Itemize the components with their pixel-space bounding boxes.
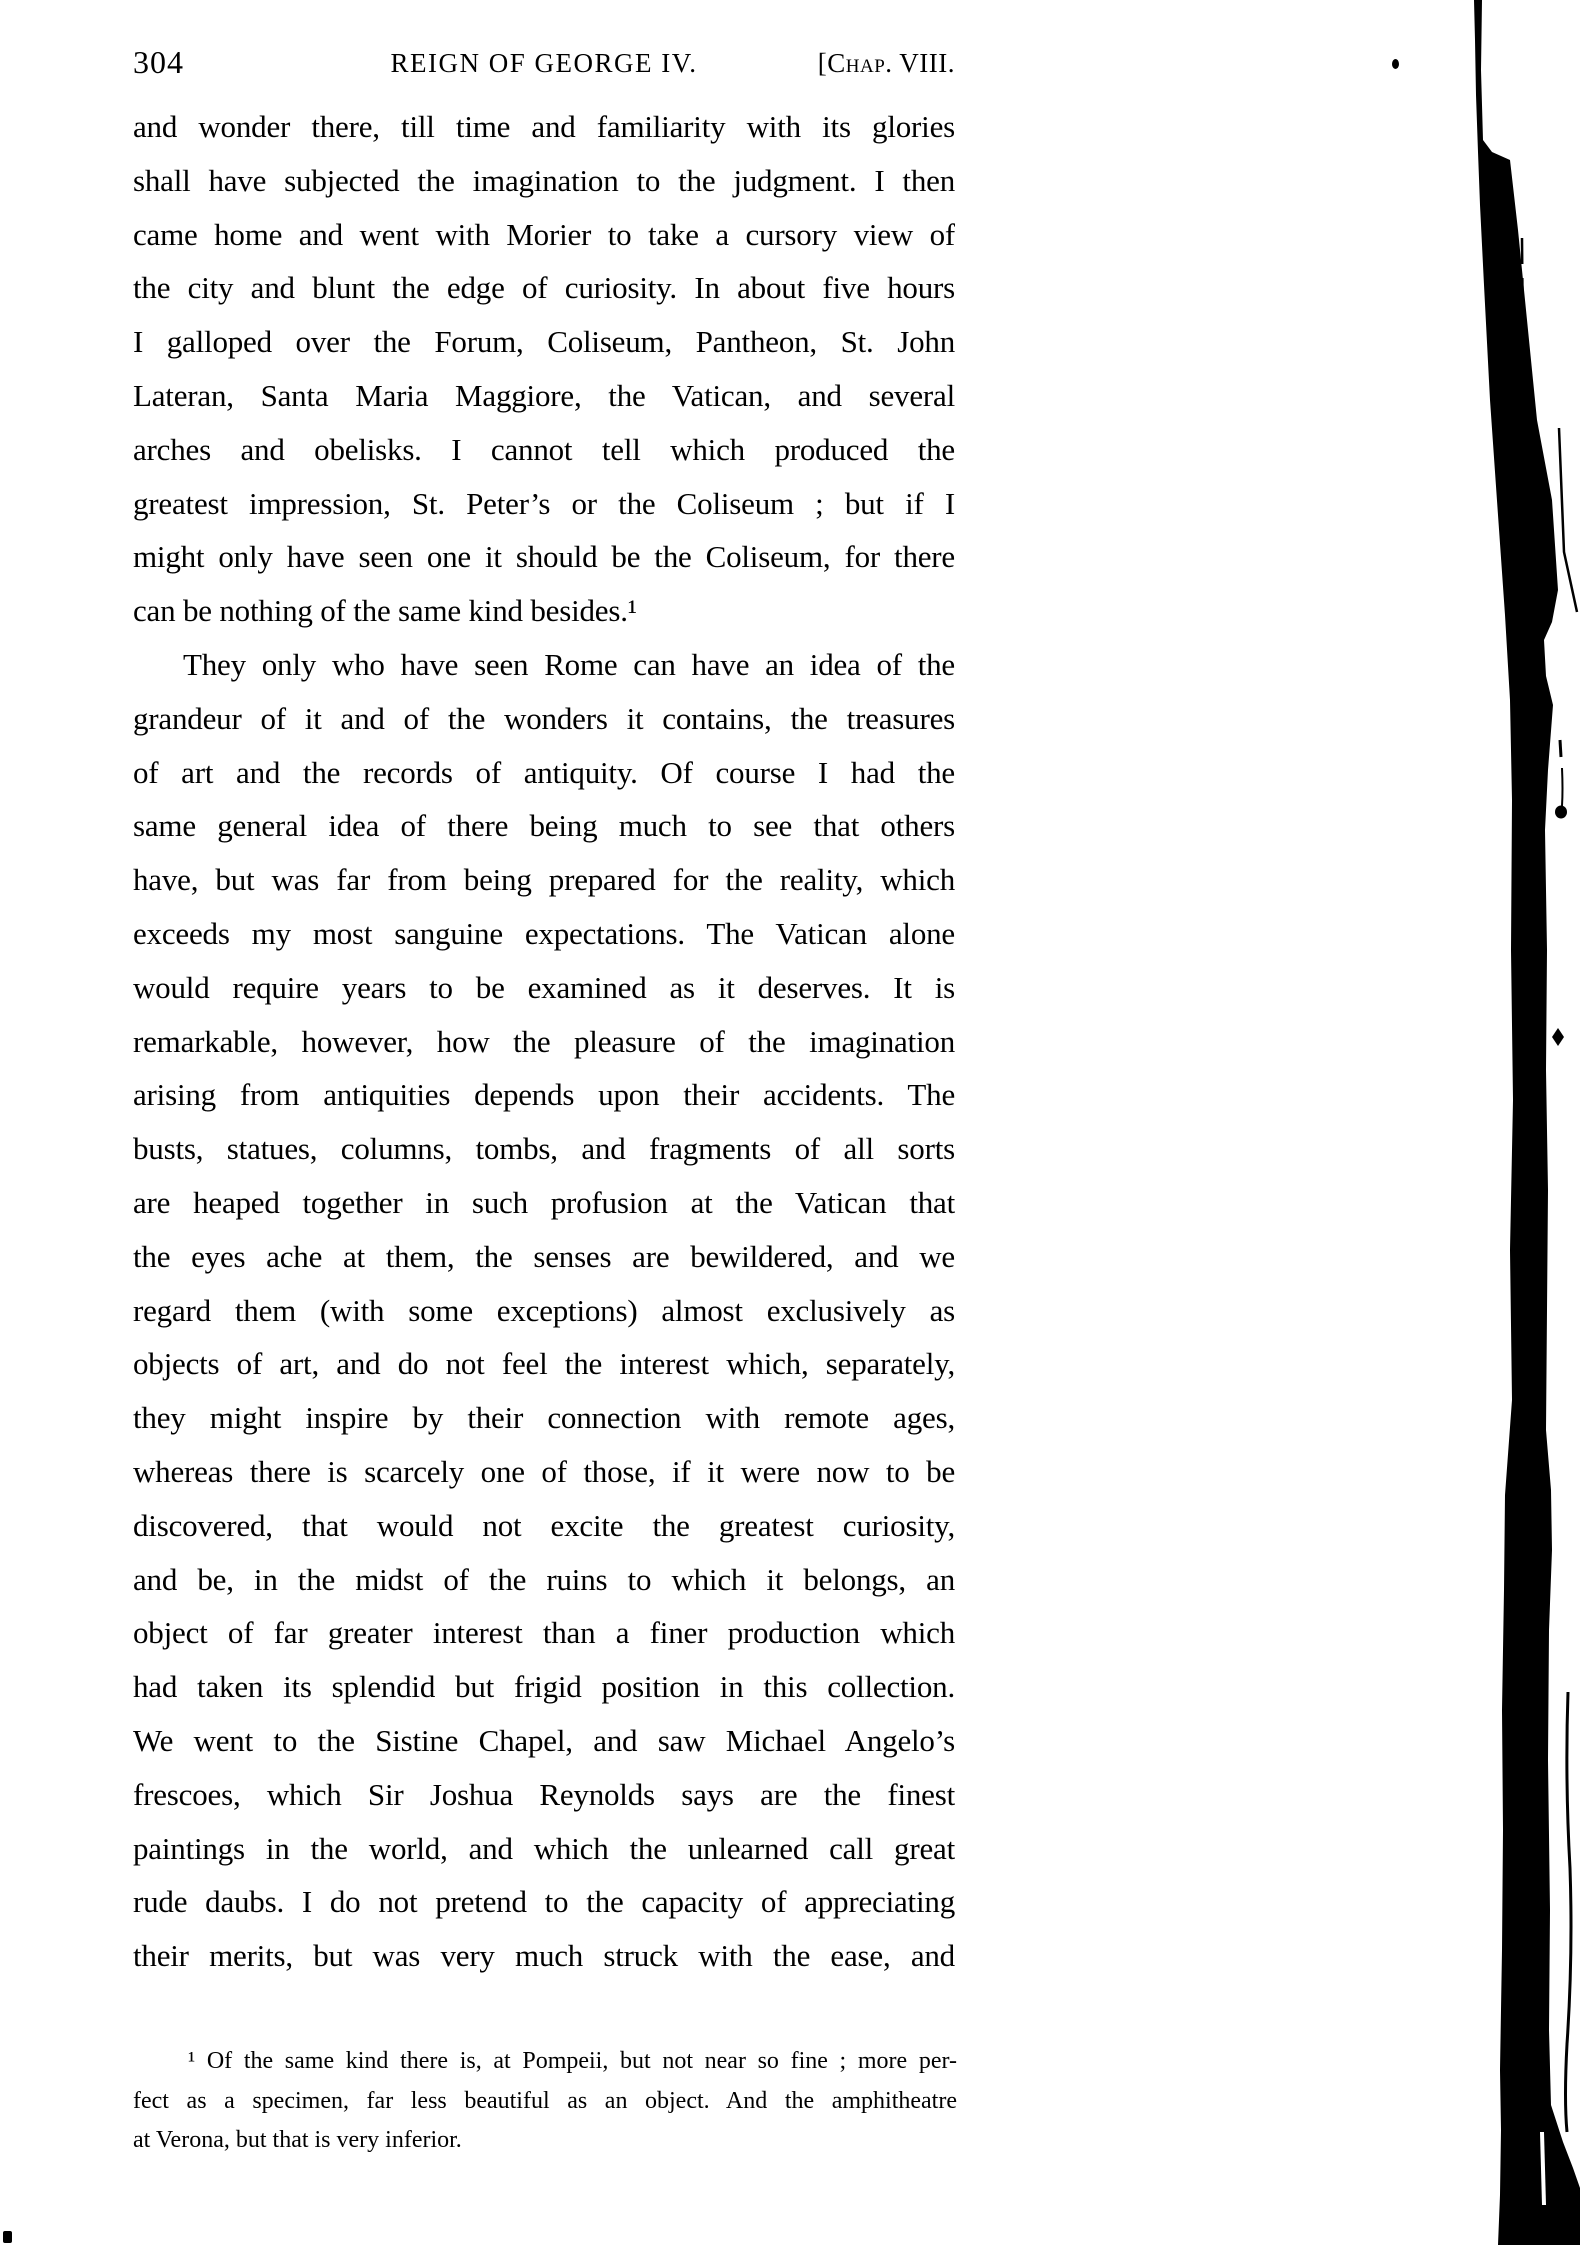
chapter-label: [Chap. VIII. — [817, 48, 955, 78]
body-text-line: might only have seen one it should be the Coliseum, for there — [133, 539, 955, 575]
body-text-line: the eyes ache at them, the senses are bewildered, and we — [133, 1238, 955, 1274]
body-text-line: arches and obelisks. I cannot tell which produced the — [133, 431, 955, 467]
body-text-line: the city and blunt the edge of curiosity. In about five hours — [133, 270, 955, 306]
body-text-line: busts, statues, columns, tombs, and fragments of all sorts — [133, 1131, 955, 1167]
body-text-line: their merits, but was very much struck with the ease, and — [133, 1938, 955, 1974]
body-text-line: greatest impression, St. Peter’s or the Coliseum ; but if I — [133, 485, 955, 521]
binding-shadow — [1440, 0, 1580, 2245]
body-text-line: Lateran, Santa Maria Maggiore, the Vatican, and several — [133, 377, 955, 413]
footnote-text-line: at Verona, but that is very inferior. — [133, 2127, 462, 2153]
body-text — [133, 100, 955, 1983]
body-text-line: discovered, that would not excite the greatest curiosity, — [133, 1507, 955, 1543]
body-text-line: We went to the Sistine Chapel, and saw Michael Angelo’s — [133, 1722, 955, 1758]
body-text-line: had taken its splendid but frigid position in this collection. — [133, 1669, 955, 1705]
scan-white-gap — [1542, 2132, 1544, 2205]
scan-blot — [1555, 806, 1567, 819]
body-text-line: remarkable, however, how the pleasure of the imagination — [133, 1023, 955, 1059]
running-title: REIGN OF GEORGE IV. — [390, 48, 698, 78]
body-text-line: exceeds my most sanguine expectations. The Vatican alone — [133, 915, 955, 951]
body-text-line: regard them (with some exceptions) almost exclusively as — [133, 1292, 955, 1328]
binding-band — [1474, 0, 1580, 2245]
body-text-line: arising from antiquities depends upon their accidents. The — [133, 1077, 955, 1113]
scan-scratch-curve — [1559, 428, 1577, 612]
body-text-line: objects of art, and do not feel the interest which, separately, — [133, 1346, 955, 1382]
body-text-line: same general idea of there being much to see that others — [133, 808, 955, 844]
body-text-line: and be, in the midst of the ruins to which it belongs, an — [133, 1561, 955, 1597]
body-text-line: object of far greater interest than a finer production which — [133, 1615, 955, 1651]
body-text-line: shall have subjected the imagination to the judgment. I then — [133, 162, 955, 198]
scan-diamond-mark — [1552, 1028, 1564, 1046]
scan-scratch-dash — [1560, 740, 1561, 757]
body-text-line: can be nothing of the same kind besides.¹ — [133, 593, 637, 629]
scan-scratch-pendulum — [1562, 768, 1563, 806]
body-text-line: are heaped together in such profusion at the Vatican that — [133, 1184, 955, 1220]
body-text-line: paintings in the world, and which the unlearned call great — [133, 1830, 955, 1866]
scan-scratch-long — [1566, 1692, 1572, 2132]
body-text-line: grandeur of it and of the wonders it contains, the treasures — [133, 700, 955, 736]
scan-scratch-top — [1522, 238, 1523, 352]
body-text-line: they might inspire by their connection with remote ages, — [133, 1400, 955, 1436]
body-text-line: rude daubs. I do not pretend to the capacity of appreciating — [133, 1884, 955, 1920]
page-number: 304 — [133, 44, 184, 80]
ink-speck-bottom-left — [3, 2231, 12, 2243]
ink-speck-header — [1392, 59, 1399, 69]
body-text-line: of art and the records of antiquity. Of course I had the — [133, 754, 955, 790]
body-text-line: came home and went with Morier to take a cursory view of — [133, 216, 955, 252]
body-text-line: frescoes, which Sir Joshua Reynolds says are the finest — [133, 1776, 955, 1812]
body-text-line: have, but was far from being prepared for the reality, which — [133, 862, 955, 898]
body-text-line: I galloped over the Forum, Coliseum, Pantheon, St. John — [133, 324, 955, 360]
footnote-text-line: fect as a specimen, far less beautiful as an object. And the amphitheatre — [133, 2087, 957, 2114]
footnote-text-line: ¹ Of the same kind there is, at Pompeii, but not near so fine ; more per- — [188, 2048, 957, 2074]
body-text-line: would require years to be examined as it deserves. It is — [133, 969, 955, 1005]
body-text-line: and wonder there, till time and familiarity with its glories — [133, 109, 955, 144]
body-text-line: whereas there is scarcely one of those, if it were now to be — [133, 1453, 955, 1489]
body-text-line: They only who have seen Rome can have an idea of the — [183, 646, 955, 682]
footnote — [133, 2042, 957, 2161]
